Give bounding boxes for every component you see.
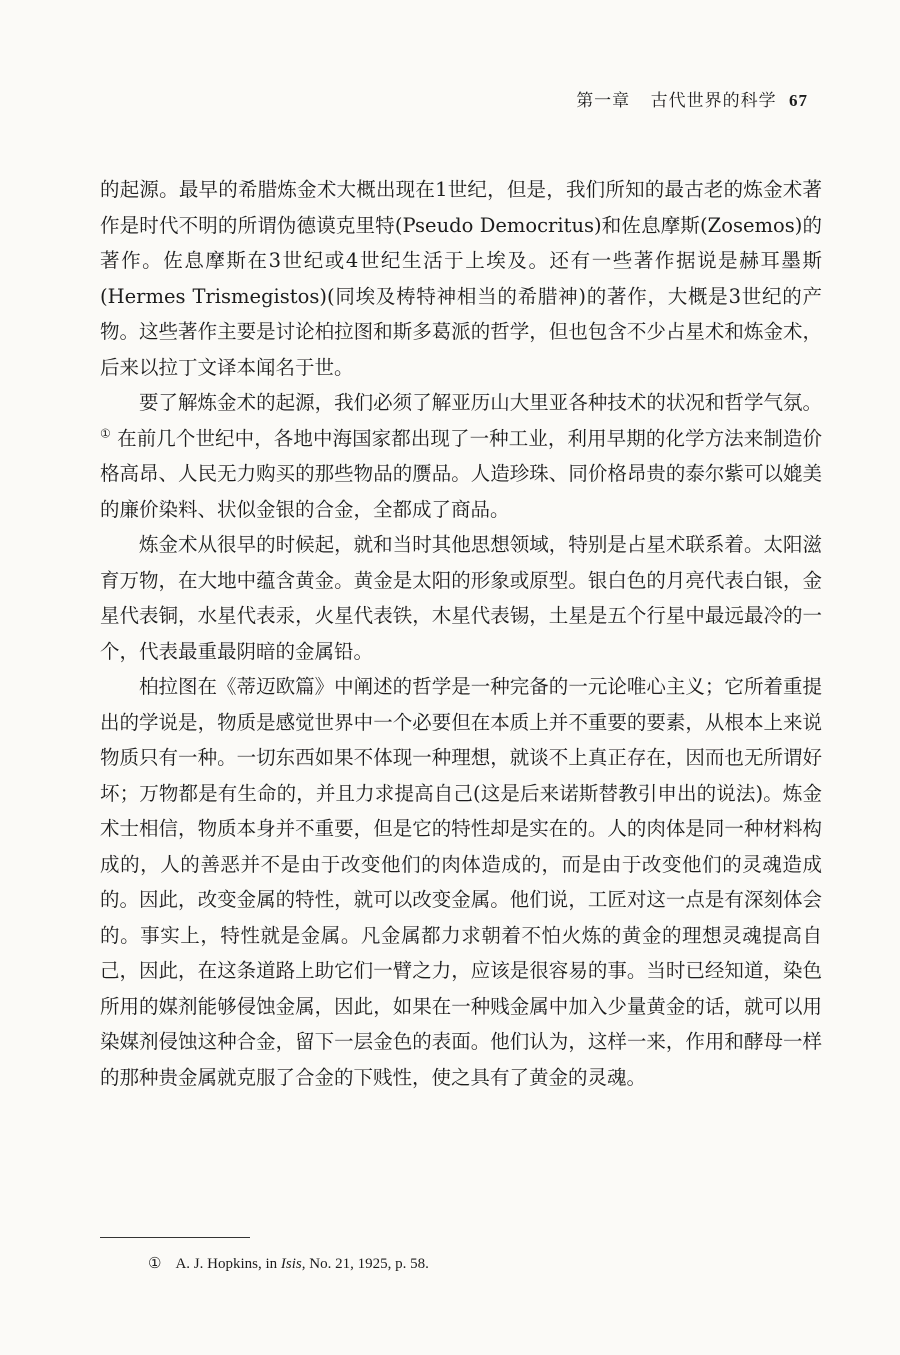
body-text xyxy=(100,172,822,1095)
paragraph-1: 的起源。最早的希腊炼金术大概出现在1世纪，但是，我们所知的最古老的炼金术著作是时代不明的所谓伪德谟克里特(Pseudo Democritus)和佐息摩斯(Zosemos)的著作。佐息摩斯在3世纪或4世纪生活于上埃及。还有一些著作据说是赫耳墨斯(Hermes Trismegistos)(同埃及梼特神相当的希腊神)的著作，大概是3世纪的产物。这些著作主要是讨论柏拉图和斯多葛派的哲学，但也包含不少占星术和炼金术，后来以拉丁文译本闻名于世。 xyxy=(100,178,822,379)
paragraph-2-text-b: 在前几个世纪中，各地中海国家都出现了一种工业，利用早期的化学方法来制造价格高昂、人民无力购买的那些物品的赝品。人造珍珠、同价格昂贵的泰尔紫可以媲美的廉价染料、状似金银的合金，全都成了商品。 xyxy=(100,426,822,521)
footnote xyxy=(148,1254,429,1273)
chapter-label: 第一章 xyxy=(576,91,631,111)
footnote-author: A. J. Hopkins, in xyxy=(175,1256,281,1272)
paragraph-4: 柏拉图在《蒂迈欧篇》中阐述的哲学是一种完备的一元论唯心主义；它所着重提出的学说是，物质是感觉世界中一个必要但在本质上并不重要的要素，从根本上来说物质只有一种。一切东西如果不体现一种理想，就谈不上真正存在，因而也无所谓好坏；万物都是有生命的，并且力求提高自己(这是后来诺斯替教引申出的说法)。炼金术士相信，物质本身并不重要，但是它的特性却是实在的。人的肉体是同一种材料构成的，人的善恶并不是由于改变他们的肉体造成的，而是由于改变他们的灵魂造成的。因此，改变金属的特性，就可以改变金属。他们说，工匠对这一点是有深刻体会的。事实上，特性就是金属。凡金属都力求朝着不怕火炼的黄金的理想灵魂提高自己，因此，在这条道路上助它们一臂之力，应该是很容易的事。当时已经知道，染色所用的媒剂能够侵蚀金属，因此，如果在一种贱金属中加入少量黄金的话，就可以用染媒剂侵蚀这种合金，留下一层金色的表面。他们认为，这样一来，作用和酵母一样的那种贵金属就克服了合金的下贱性，使之具有了黄金的灵魂。 xyxy=(100,675,822,1089)
footnote-reference: ① xyxy=(100,426,111,440)
paragraph-3: 炼金术从很早的时候起，就和当时其他思想领域，特别是占星术联系着。太阳滋育万物，在大地中蕴含黄金。黄金是太阳的形象或原型。银白色的月亮代表白银，金星代表铜，水星代表汞，火星代表铁，木星代表锡，土星是五个行星中最远最冷的一个，代表最重最阴暗的金属铅。 xyxy=(100,533,822,663)
chapter-title: 古代世界的科学 xyxy=(650,91,777,111)
footnote-journal: Isis xyxy=(280,1256,302,1272)
page-number: 67 xyxy=(789,91,808,110)
running-header xyxy=(576,86,808,111)
footnote-mark: ① xyxy=(148,1256,162,1272)
paragraph-2 xyxy=(100,385,822,527)
footnote-citation: , No. 21, 1925, p. 58. xyxy=(301,1256,429,1272)
footnote-divider xyxy=(100,1237,250,1238)
paragraph-2-text-a: 要了解炼金术的起源，我们必须了解亚历山大里亚各种技术的状况和哲学气氛。 xyxy=(139,391,822,414)
